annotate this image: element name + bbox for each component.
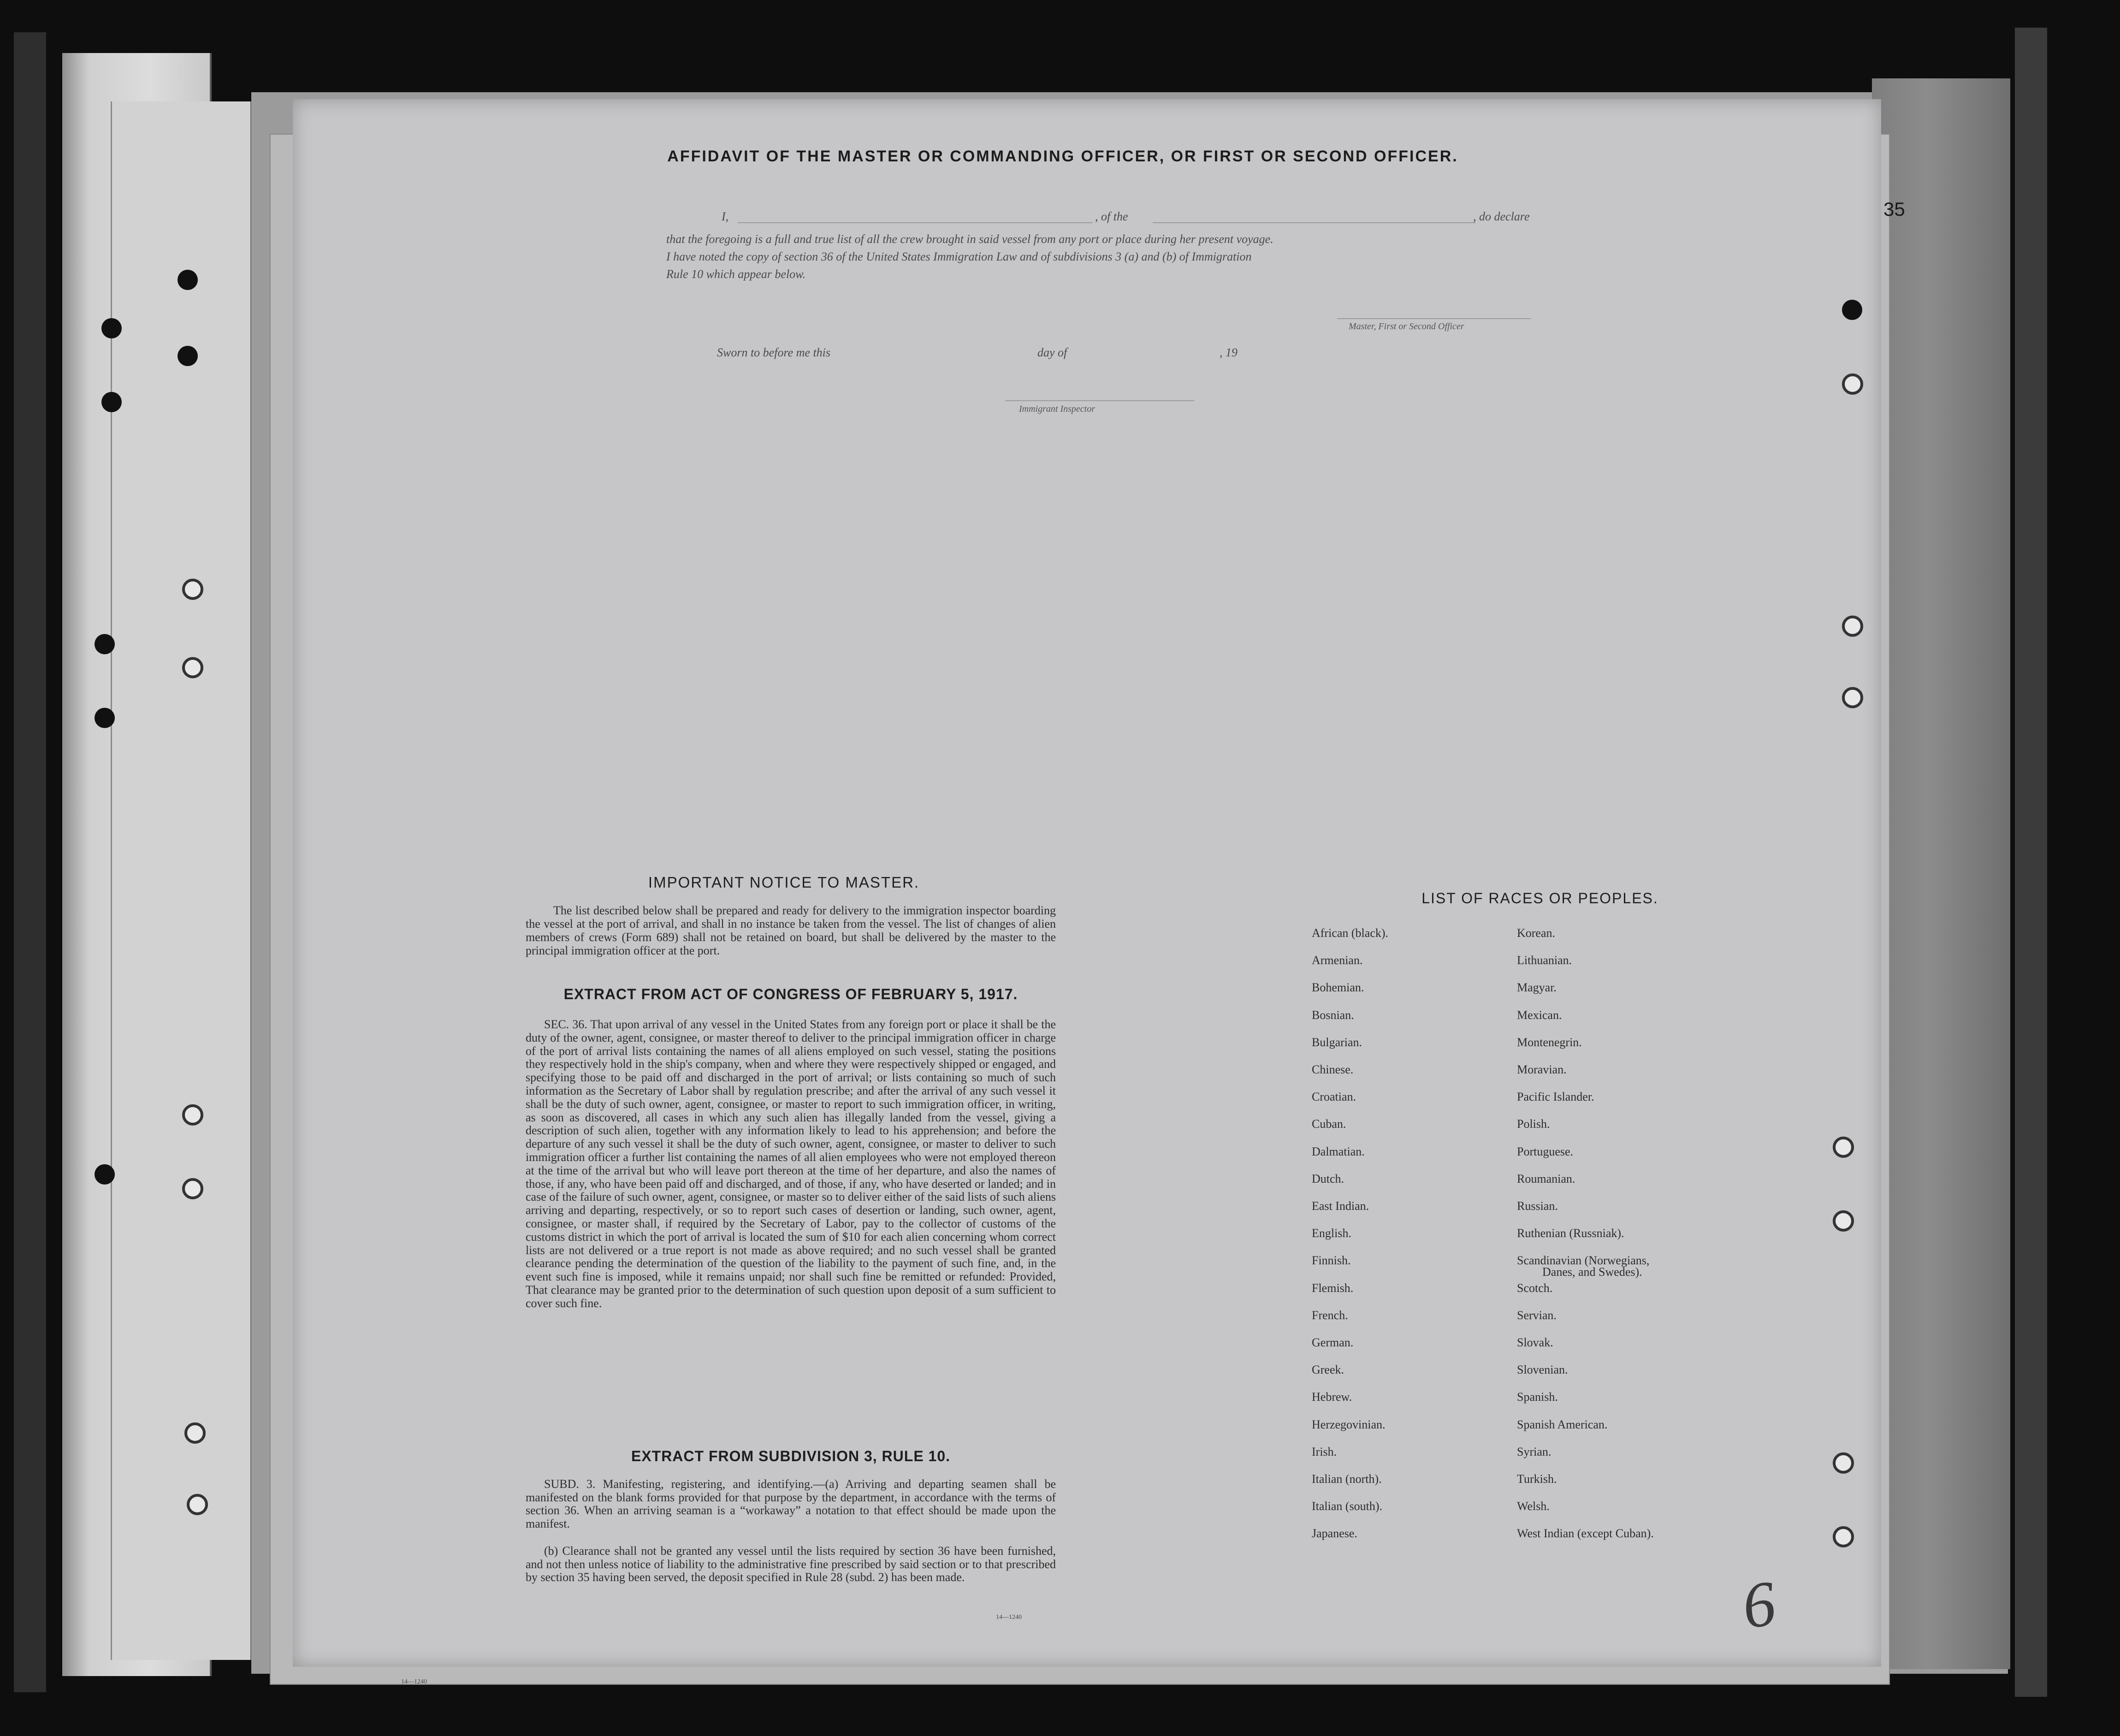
- affidavit-do-declare: , do declare: [1473, 210, 1530, 223]
- race-item: Moravian.: [1517, 1063, 1567, 1076]
- race-item: Chinese.: [1312, 1063, 1354, 1076]
- stacked-sheet-edge: [111, 101, 253, 1660]
- race-item: Lithuanian.: [1517, 954, 1572, 967]
- race-item: Dalmatian.: [1312, 1145, 1365, 1158]
- vessel-blank-line: [1153, 222, 1475, 223]
- race-item: Hebrew.: [1312, 1390, 1352, 1404]
- notice-text: The list described below shall be prepared and ready for delivery to the immigration inspector boarding the vessel at the port of arrival, and shall in no instance be taken from the vessel. The list of changes of alien members of crews (Form 689) shall not be retained on board, but shall be delivered by the master to the principal immigration officer at the port.: [526, 904, 1056, 957]
- ring-hole-icon: [182, 657, 203, 678]
- ring-hole-icon: [1842, 687, 1863, 708]
- affidavit-body: [666, 231, 1556, 283]
- race-item: Montenegrin.: [1517, 1036, 1582, 1049]
- year-text: , 19: [1220, 346, 1238, 359]
- ring-hole-icon: [182, 1104, 203, 1126]
- race-item: Welsh.: [1517, 1499, 1550, 1513]
- punch-hole-icon: [178, 270, 198, 290]
- race-item: East Indian.: [1312, 1199, 1369, 1213]
- affidavit-of-the: , of the: [1095, 210, 1128, 223]
- ring-hole-icon: [1833, 1452, 1854, 1474]
- race-item: Russian.: [1517, 1199, 1558, 1213]
- scanner-frame-right: [2015, 28, 2047, 1697]
- affidavit-i: I,: [722, 210, 729, 223]
- bottom-form-number: 14—1240: [401, 1678, 427, 1685]
- race-item: Japanese.: [1312, 1527, 1357, 1540]
- races-heading: LIST OF RACES OR PEOPLES.: [1421, 890, 1658, 907]
- race-scandinavian-continued: Danes, and Swedes).: [1542, 1265, 1642, 1279]
- form-number: 14—1240: [996, 1614, 1022, 1621]
- race-item: Servian.: [1517, 1309, 1557, 1322]
- race-item: Korean.: [1517, 926, 1556, 940]
- notice-heading: IMPORTANT NOTICE TO MASTER.: [648, 874, 920, 891]
- ring-hole-icon: [1842, 373, 1863, 395]
- ring-hole-icon: [184, 1422, 206, 1444]
- rule-extract-heading: EXTRACT FROM SUBDIVISION 3, RULE 10.: [631, 1448, 951, 1464]
- race-item: Slovenian.: [1517, 1363, 1568, 1376]
- handwritten-number: 6: [1738, 1567, 1780, 1643]
- affidavit-line-2: that the foregoing is a full and true list of all the crew brought in said vessel from any port or place during her present voyage.: [666, 232, 1273, 246]
- ring-hole-icon: [1833, 1526, 1854, 1547]
- act-extract-text: SEC. 36. That upon arrival of any vessel in the United States from any foreign port or place it shall be the duty of the owner, agent, consignee, or master thereof to deliver to the principal immigration officer in charge of the port of arrival lists containing the names of all aliens employed on such vessel, stating the positions they respectively hold in the ship's company, when and where they were respectively shipped or engaged, and specifying those to be paid off and discharged in the port of arrival; or lists containing so much of such information as the Secretary of Labor shall by regulation prescribe; and after the arrival of any such vessel it shall be the duty of such owner, agent, consignee, or master to report to such immigration officer, in writing, as soon as discovered, all cases in which any such alien has illegally landed from the vessel, giving a description of such alien, together with any information likely to lead to his apprehension; and before the departure of any such vessel it shall be the duty of such owner, agent, consignee, or master to deliver to such immigration officer a further list containing the names of all alien employees who were not employed thereon at the time of the arrival but who will leave port thereon at the time of her departure, and also the names of those, if any, who have been paid off and discharged, and of those, if any, who have deserted or landed; and in case of the failure of such owner, agent, consignee, or master so to deliver either of the said lists of such aliens arriving and departing, respectively, or so to report such cases of desertion or landing, such owner, agent, consignee, or master shall, if required by the Secretary of Labor, pay to the collector of customs of the customs district in which the port of arrival is located the sum of $10 for each alien concerning whom correct lists are not delivered or a true report is not made as above required; and no such vessel shall be granted clearance pending the determination of the question of the liability to the payment of such fine, and, in the event such fine is imposed, while it remains unpaid; nor shall such fine be remitted or refunded: Provided, That clearance may be granted prior to the determination of such question upon deposit of a sum sufficient to cover such fine.: [526, 1018, 1056, 1310]
- race-item: Scandinavian (Norwegians,: [1517, 1254, 1650, 1267]
- race-item: Italian (south).: [1312, 1499, 1383, 1513]
- punch-hole-icon: [101, 318, 122, 338]
- name-blank-line: [738, 222, 1093, 223]
- race-item: Greek.: [1312, 1363, 1344, 1376]
- punch-hole-icon: [95, 634, 115, 654]
- ring-hole-icon: [187, 1494, 208, 1515]
- ring-hole-icon: [1833, 1137, 1854, 1158]
- race-item: Armenian.: [1312, 954, 1363, 967]
- race-item: German.: [1312, 1336, 1354, 1349]
- ring-hole-icon: [1842, 616, 1863, 637]
- ring-hole-icon: [1833, 1210, 1854, 1232]
- race-item: Croatian.: [1312, 1090, 1356, 1103]
- race-item: French.: [1312, 1309, 1348, 1322]
- ring-hole-icon: [182, 579, 203, 600]
- race-item: Ruthenian (Russniak).: [1517, 1226, 1624, 1240]
- race-item: Finnish.: [1312, 1254, 1351, 1267]
- race-item: Bosnian.: [1312, 1008, 1354, 1022]
- race-item: Roumanian.: [1517, 1172, 1575, 1185]
- punch-hole-icon: [95, 708, 115, 728]
- race-item: Pacific Islander.: [1517, 1090, 1594, 1103]
- race-item: Spanish American.: [1517, 1418, 1608, 1431]
- race-item: Italian (north).: [1312, 1472, 1382, 1486]
- race-item: Bulgarian.: [1312, 1036, 1362, 1049]
- races-column-2: [1517, 927, 1757, 1554]
- race-item: Spanish.: [1517, 1390, 1558, 1404]
- race-item: African (black).: [1312, 926, 1389, 940]
- race-item: Scotch.: [1517, 1281, 1553, 1295]
- affidavit-line-4: Rule 10 which appear below.: [666, 267, 806, 281]
- races-column-1: [1312, 927, 1505, 1554]
- race-item: Polish.: [1517, 1117, 1550, 1131]
- punch-hole-icon: [1842, 300, 1862, 320]
- inspector-caption: Immigrant Inspector: [1019, 404, 1095, 414]
- race-item: Flemish.: [1312, 1281, 1354, 1295]
- race-item: Herzegovinian.: [1312, 1418, 1386, 1431]
- inspector-signature-line: [1005, 400, 1194, 401]
- ring-hole-icon: [182, 1178, 203, 1199]
- scanner-frame-left: [14, 32, 46, 1692]
- race-item: Cuban.: [1312, 1117, 1346, 1131]
- day-of-text: day of: [1037, 346, 1067, 359]
- punch-hole-icon: [101, 392, 122, 412]
- punch-hole-icon: [178, 346, 198, 366]
- master-caption: Master, First or Second Officer: [1349, 321, 1464, 332]
- race-item: West Indian (except Cuban).: [1517, 1527, 1654, 1540]
- affidavit-title: AFFIDAVIT OF THE MASTER OR COMMANDING OFFICER, OR FIRST OR SECOND OFFICER.: [667, 148, 1458, 165]
- race-item: Magyar.: [1517, 981, 1557, 994]
- rule-extract-text-b: (b) Clearance shall not be granted any vessel until the lists required by section 36 have been furnished, and not then unless notice of liability to the administrative fine prescribed by said section or to that prescribed by section 35 having been served, the deposit specified in Rule 28 (subd. 2) has been made.: [526, 1544, 1056, 1584]
- race-item: Turkish.: [1517, 1472, 1557, 1486]
- signature-line: [1337, 318, 1531, 319]
- race-item: Dutch.: [1312, 1172, 1344, 1185]
- race-item: Syrian.: [1517, 1445, 1552, 1458]
- race-item: English.: [1312, 1226, 1351, 1240]
- rule-extract-text-a: SUBD. 3. Manifesting, registering, and identifying.—(a) Arriving and departing seamen shall be manifested on the blank forms provided for that purpose by the department, in accordance with the terms of section 36. When an arriving seaman is a “workaway” a notation to that effect should be made upon the manifest.: [526, 1477, 1056, 1530]
- race-item: Bohemian.: [1312, 981, 1364, 994]
- sworn-text: Sworn to before me this: [717, 346, 831, 359]
- affidavit-line-3: I have noted the copy of section 36 of the United States Immigration Law and of subdivisions 3 (a) and (b) of Immigration: [666, 250, 1252, 263]
- act-extract-heading: EXTRACT FROM ACT OF CONGRESS OF FEBRUARY 5, 1917.: [563, 986, 1018, 1002]
- punch-hole-icon: [95, 1164, 115, 1185]
- race-item: Irish.: [1312, 1445, 1337, 1458]
- race-item: Mexican.: [1517, 1008, 1562, 1022]
- page-number-fragment: 35: [1883, 198, 1905, 220]
- background-sheet-right: [1872, 78, 2010, 1669]
- race-item: Slovak.: [1517, 1336, 1553, 1349]
- race-item: Portuguese.: [1517, 1145, 1574, 1158]
